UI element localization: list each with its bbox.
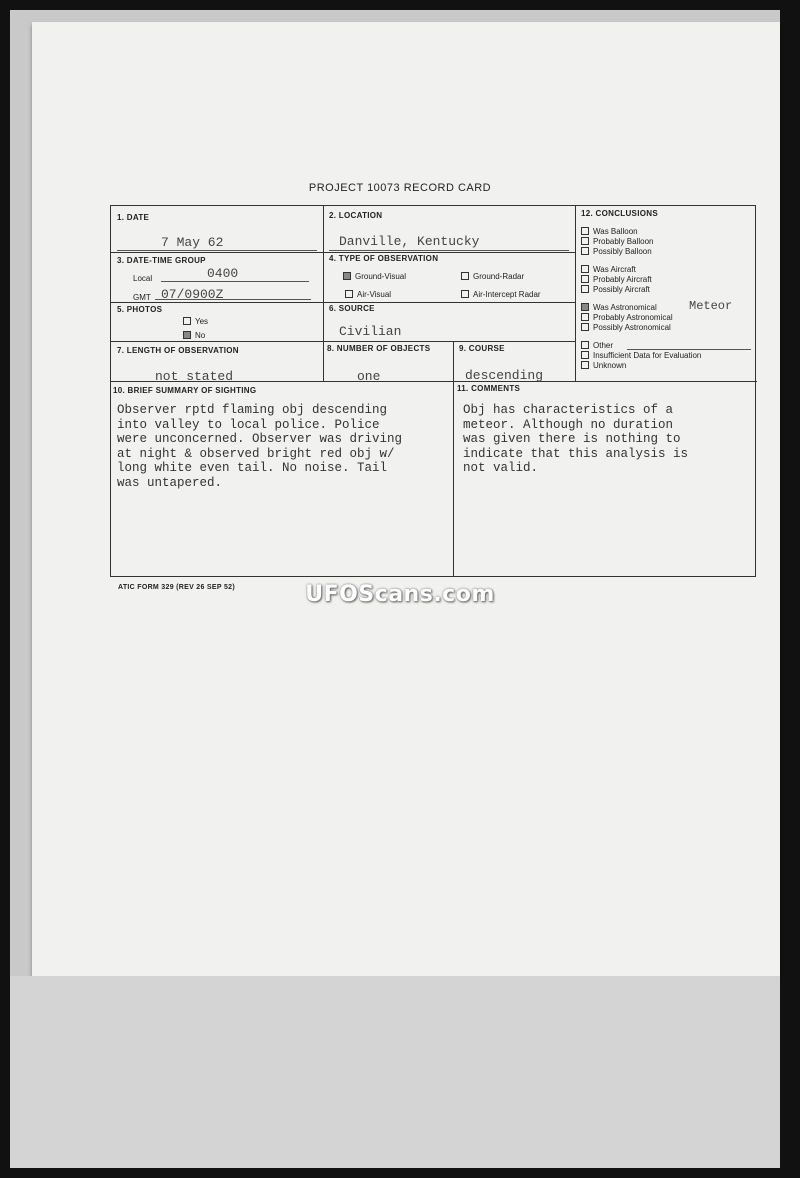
location-value: Danville, Kentucky	[339, 234, 480, 249]
conclusion-item: Probably Aircraft	[581, 275, 652, 284]
conclusion-item: Was Balloon	[581, 227, 638, 236]
checkbox-icon	[581, 313, 589, 321]
source-label: 6. SOURCE	[329, 304, 375, 313]
conclusion-item: Was Aircraft	[581, 265, 636, 274]
checkbox-icon	[581, 341, 589, 349]
location-label: 2. LOCATION	[329, 211, 383, 220]
astronomical-note: Meteor	[689, 299, 733, 313]
conclusion-item-checked: Was Astronomical	[581, 303, 657, 312]
course-label: 9. COURSE	[459, 344, 505, 353]
conclusion-item: Probably Astronomical	[581, 313, 673, 322]
local-label: Local	[133, 274, 153, 283]
photos-yes-option: Yes	[183, 317, 208, 326]
dtg-label: 3. DATE-TIME GROUP	[117, 256, 206, 265]
number-label: 8. NUMBER OF OBJECTS	[327, 344, 431, 353]
conclusion-item: Possibly Balloon	[581, 247, 652, 256]
course-value: descending	[465, 368, 544, 383]
date-value: 7 May 62	[161, 235, 224, 250]
checkbox-icon	[581, 237, 589, 245]
local-time-value: 0400	[207, 266, 239, 281]
summary-label: 10. BRIEF SUMMARY OF SIGHTING	[113, 386, 257, 395]
conclusion-item: Other	[581, 341, 613, 350]
checkbox-icon	[581, 247, 589, 255]
checkbox-icon	[581, 351, 589, 359]
checkbox-checked-icon	[343, 272, 351, 280]
checkbox-icon	[581, 285, 589, 293]
comments-text: Obj has characteristics of a meteor. Although no duration was given there is nothing to indicate that this analysis is not valid.	[463, 403, 689, 476]
type-of-observation-label: 4. TYPE OF OBSERVATION	[329, 254, 439, 263]
comments-label: 11. COMMENTS	[457, 384, 521, 393]
form-number: ATIC FORM 329 (REV 26 SEP 52)	[118, 584, 235, 591]
conclusion-item: Unknown	[581, 361, 626, 370]
checkbox-icon	[581, 265, 589, 273]
checkbox-icon	[461, 272, 469, 280]
conclusion-item: Probably Balloon	[581, 237, 653, 246]
checkbox-icon	[581, 275, 589, 283]
conclusion-item: Possibly Astronomical	[581, 323, 671, 332]
checkbox-icon	[183, 317, 191, 325]
conclusion-item: Possibly Aircraft	[581, 285, 650, 294]
checkbox-icon	[581, 361, 589, 369]
photos-no-option: No	[183, 331, 205, 340]
number-value: one	[357, 369, 381, 384]
checkbox-icon	[461, 290, 469, 298]
length-value: not stated	[155, 369, 234, 384]
conclusions-label: 12. CONCLUSIONS	[581, 209, 658, 218]
card-title: PROJECT 10073 RECORD CARD	[308, 182, 492, 194]
checkbox-icon	[345, 290, 353, 298]
summary-text: Observer rptd flaming obj descending into valley to local police. Police were unconcerned. Observer was driving at night & observed bright red obj w/ long white even tail. No noise. Tail was untapered.	[117, 403, 403, 490]
photos-label: 5. PHOTOS	[117, 305, 163, 314]
scan-lower-band	[10, 976, 780, 1168]
gmt-time-value: 07/0900Z	[161, 287, 224, 302]
air-intercept-radar-option: Air-Intercept Radar	[461, 290, 541, 299]
checkbox-checked-icon	[183, 331, 191, 339]
conclusion-item: Insufficient Data for Evaluation	[581, 351, 701, 360]
date-label: 1. DATE	[117, 213, 150, 222]
checkbox-icon	[581, 227, 589, 235]
watermark: UFOScans.com	[305, 582, 495, 607]
air-visual-option: Air-Visual	[345, 290, 391, 299]
source-value: Civilian	[339, 324, 402, 339]
record-card	[110, 205, 756, 577]
ground-visual-option: Ground-Visual	[343, 272, 406, 281]
ground-radar-option: Ground-Radar	[461, 272, 524, 281]
length-label: 7. LENGTH OF OBSERVATION	[117, 346, 239, 355]
checkbox-icon	[581, 323, 589, 331]
checkbox-checked-icon	[581, 303, 589, 311]
gmt-label: GMT	[133, 293, 151, 302]
